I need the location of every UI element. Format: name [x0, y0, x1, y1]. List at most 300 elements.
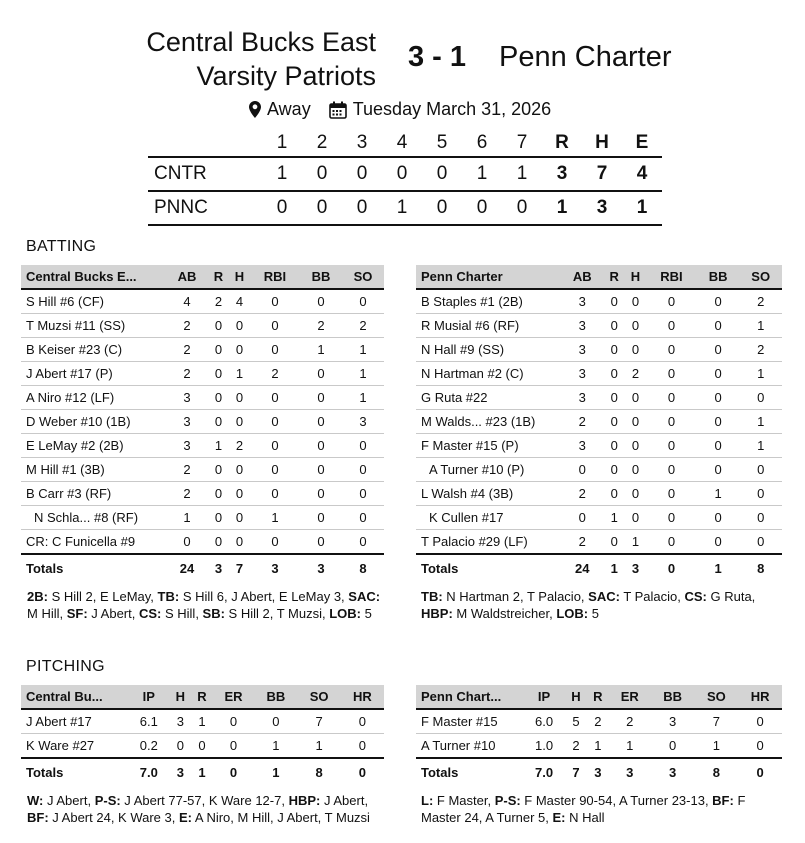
inning-runs: 0	[316, 197, 328, 218]
totals-cell: 8	[298, 758, 341, 785]
stat-cell: 0	[229, 458, 250, 482]
player-name: K Cullen #17	[416, 506, 561, 530]
stat-cell: 7	[298, 709, 341, 734]
line-score-e: 1	[636, 197, 648, 218]
line-score-row	[148, 191, 662, 225]
totals-cell: 0	[213, 758, 255, 785]
stat-cell: 2	[739, 289, 782, 314]
player-name: N Hartman #2 (C)	[416, 362, 561, 386]
stat-cell: 2	[229, 434, 250, 458]
stat-cell: 1	[229, 362, 250, 386]
location-pin-icon	[249, 101, 261, 118]
note-key: E:	[178, 810, 192, 825]
totals-cell: 0	[341, 758, 384, 785]
stat-cell: 0	[250, 410, 300, 434]
pitching-table-away	[416, 685, 782, 785]
stat-cell: 4	[166, 289, 208, 314]
stat-cell: 0	[697, 338, 740, 362]
note-value: S Hill,	[161, 606, 203, 621]
note-value: M Waldstreicher,	[452, 606, 557, 621]
note-value: A Niro, M Hill, J Abert, T Muzsi	[191, 810, 370, 825]
player-row	[416, 458, 782, 482]
player-name: J Abert #17	[21, 709, 128, 734]
stat-cell: 1	[342, 338, 384, 362]
stat-cell: 2	[561, 482, 604, 506]
stat-cell: 0	[208, 482, 229, 506]
stat-cell: 0	[604, 338, 625, 362]
player-row	[21, 410, 384, 434]
stat-cell: 1	[739, 362, 782, 386]
line-score-team: PNNC	[154, 197, 208, 218]
inning-runs: 0	[516, 197, 528, 218]
player-row	[416, 410, 782, 434]
line-score-row	[148, 157, 662, 191]
stat-column-header: IP	[523, 685, 565, 709]
player-row	[416, 362, 782, 386]
player-row	[21, 709, 384, 734]
stat-cell: 0	[208, 458, 229, 482]
stat-cell: 3	[166, 410, 208, 434]
inning-runs: 0	[476, 197, 488, 218]
stat-cell: 3	[561, 289, 604, 314]
totals-row	[416, 758, 782, 785]
stat-cell: 0	[646, 530, 697, 555]
totals-cell: 1	[604, 554, 625, 581]
stat-cell: 0	[300, 386, 342, 410]
player-row	[21, 482, 384, 506]
note-value: S Hill 2, E LeMay,	[47, 589, 158, 604]
stat-cell: 0	[739, 530, 782, 555]
game-location: Away	[267, 99, 311, 119]
stat-cell: 1	[166, 506, 208, 530]
rhe-header: R	[555, 132, 569, 153]
note-value: N Hartman 2, T Palacio,	[442, 589, 589, 604]
note-value: N Hall	[565, 810, 605, 825]
inning-runs: 1	[516, 163, 528, 184]
stat-cell: 0.2	[128, 734, 170, 759]
stat-column-header: HR	[738, 685, 782, 709]
totals-cell: 3	[300, 554, 342, 581]
stat-column-header: R	[191, 685, 213, 709]
inning-runs: 0	[356, 197, 368, 218]
pitching-table-home	[21, 685, 384, 785]
stat-cell: 0	[250, 289, 300, 314]
note-key: SF:	[66, 606, 88, 621]
player-row	[416, 482, 782, 506]
stat-cell: 0	[208, 362, 229, 386]
inning-header: 3	[356, 132, 368, 153]
totals-cell: 3	[625, 554, 646, 581]
stat-cell: 0	[254, 709, 297, 734]
note-value: S Hill 6, J Abert, E LeMay 3,	[179, 589, 349, 604]
stat-column-header: BB	[300, 265, 342, 289]
stat-cell: 1	[697, 482, 740, 506]
stat-cell: 0	[342, 482, 384, 506]
stat-cell: 0	[561, 458, 604, 482]
batting-notes-away	[421, 588, 776, 622]
home-team-name	[146, 25, 376, 93]
stat-cell: 0	[646, 506, 697, 530]
stat-cell: 0	[250, 434, 300, 458]
stat-cell: 2	[565, 734, 587, 759]
stat-cell: 1	[694, 734, 738, 759]
totals-cell: 8	[694, 758, 738, 785]
player-row	[416, 289, 782, 314]
note-value: J Abert 77-57, K Ware 12-7,	[120, 793, 289, 808]
stat-column-header: RBI	[250, 265, 300, 289]
player-name: N Schla... #8 (RF)	[21, 506, 166, 530]
inning-header: 5	[436, 132, 448, 153]
stat-cell: 0	[250, 458, 300, 482]
final-score: 3 - 1	[408, 41, 467, 73]
stat-cell: 0	[561, 506, 604, 530]
player-name: L Walsh #4 (3B)	[416, 482, 561, 506]
stat-cell: 0	[625, 434, 646, 458]
inning-runs: 0	[316, 163, 328, 184]
rhe-header: E	[635, 132, 649, 153]
stat-cell: 3	[561, 362, 604, 386]
stat-cell: 0	[604, 362, 625, 386]
line-score-r: 3	[556, 163, 568, 184]
player-row	[21, 458, 384, 482]
totals-cell: 3	[651, 758, 695, 785]
stat-cell: 0	[300, 434, 342, 458]
stat-cell: 0	[625, 314, 646, 338]
totals-cell: 7	[229, 554, 250, 581]
stat-cell: 0	[697, 530, 740, 555]
stat-column-header: H	[170, 685, 192, 709]
stat-cell: 0	[604, 386, 625, 410]
home-team-line2: Varsity Patriots	[196, 61, 376, 91]
inning-runs: 0	[436, 197, 448, 218]
note-value: F Master 24, A Turner 5,	[421, 793, 746, 825]
player-name: M Hill #1 (3B)	[21, 458, 166, 482]
stat-cell: 0	[739, 506, 782, 530]
pitching-notes-away	[421, 792, 776, 826]
note-key: SAC:	[588, 589, 620, 604]
stat-cell: 0	[342, 434, 384, 458]
stat-column-header: ER	[213, 685, 255, 709]
stat-cell: 1	[739, 314, 782, 338]
stat-cell: 0	[646, 410, 697, 434]
player-name: T Palacio #29 (LF)	[416, 530, 561, 555]
inning-header: 7	[516, 132, 528, 153]
stat-cell: 2	[609, 709, 651, 734]
stat-cell: 2	[250, 362, 300, 386]
note-key: HBP:	[288, 793, 321, 808]
stat-cell: 0	[208, 506, 229, 530]
game-date: Tuesday March 31, 2026	[352, 99, 552, 119]
stat-cell: 2	[739, 338, 782, 362]
stat-cell: 2	[166, 458, 208, 482]
stat-column-header: BB	[697, 265, 740, 289]
stat-cell: 0	[697, 314, 740, 338]
stat-cell: 0	[625, 289, 646, 314]
stat-cell: 1.0	[523, 734, 565, 759]
team-column-header: Penn Chart...	[416, 685, 523, 709]
player-name: T Muzsi #11 (SS)	[21, 314, 166, 338]
pitching-section-title: PITCHING	[26, 658, 105, 675]
stat-cell: 0	[625, 410, 646, 434]
stat-cell: 5	[565, 709, 587, 734]
note-key: SB:	[202, 606, 225, 621]
stat-cell: 2	[166, 338, 208, 362]
player-name: E LeMay #2 (2B)	[21, 434, 166, 458]
inning-runs: 0	[356, 163, 368, 184]
stat-column-header: SO	[739, 265, 782, 289]
player-row	[21, 314, 384, 338]
totals-label: Totals	[21, 758, 128, 785]
rhe-header: H	[595, 132, 609, 153]
home-team-line1: Central Bucks East	[146, 27, 376, 57]
stat-column-header: ER	[609, 685, 651, 709]
stat-cell: 0	[697, 434, 740, 458]
note-value: 5	[361, 606, 372, 621]
stat-cell: 1	[342, 362, 384, 386]
stat-column-header: SO	[694, 685, 738, 709]
batting-table-away	[416, 265, 782, 581]
note-value: F Master,	[433, 793, 495, 808]
stat-cell: 2	[208, 289, 229, 314]
note-value: G Ruta,	[706, 589, 756, 604]
team-column-header: Penn Charter	[416, 265, 561, 289]
stat-cell: 0	[229, 410, 250, 434]
inning-runs: 1	[476, 163, 488, 184]
totals-cell: 24	[561, 554, 604, 581]
stat-cell: 0	[697, 386, 740, 410]
totals-label: Totals	[416, 758, 523, 785]
player-name: A Turner #10	[416, 734, 523, 759]
stat-cell: 0	[170, 734, 192, 759]
totals-cell: 3	[250, 554, 300, 581]
line-score-team: CNTR	[154, 163, 207, 184]
note-value: S Hill 2, T Muzsi,	[224, 606, 330, 621]
totals-cell: 7.0	[128, 758, 170, 785]
stat-cell: 0	[697, 289, 740, 314]
stat-cell: 3	[561, 314, 604, 338]
stat-cell: 0	[739, 482, 782, 506]
totals-row	[21, 554, 384, 581]
stat-cell: 3	[166, 434, 208, 458]
stat-column-header: H	[229, 265, 250, 289]
player-name: B Staples #1 (2B)	[416, 289, 561, 314]
stat-cell: 1	[300, 338, 342, 362]
inning-runs: 1	[276, 163, 288, 184]
stat-column-header: HR	[341, 685, 384, 709]
stat-cell: 4	[229, 289, 250, 314]
stat-cell: 0	[229, 506, 250, 530]
stat-cell: 0	[646, 482, 697, 506]
totals-cell: 3	[609, 758, 651, 785]
player-row	[416, 386, 782, 410]
batting-notes-home	[27, 588, 382, 622]
stat-cell: 0	[604, 410, 625, 434]
totals-cell: 1	[697, 554, 740, 581]
stat-cell: 0	[697, 410, 740, 434]
note-key: BF:	[712, 793, 734, 808]
player-name: F Master #15	[416, 709, 523, 734]
stat-cell: 0	[625, 458, 646, 482]
stat-column-header: H	[565, 685, 587, 709]
stat-cell: 0	[604, 314, 625, 338]
stat-cell: 0	[208, 314, 229, 338]
stat-cell: 0	[213, 734, 255, 759]
stat-cell: 3	[561, 338, 604, 362]
inning-runs: 1	[396, 197, 408, 218]
player-row	[416, 709, 782, 734]
inning-header: 2	[316, 132, 328, 153]
totals-row	[416, 554, 782, 581]
stat-cell: 7	[694, 709, 738, 734]
stat-cell: 0	[250, 338, 300, 362]
stat-cell: 0	[604, 458, 625, 482]
stat-cell: 1	[609, 734, 651, 759]
player-name: D Weber #10 (1B)	[21, 410, 166, 434]
player-name: N Hall #9 (SS)	[416, 338, 561, 362]
stat-cell: 0	[300, 530, 342, 555]
stat-cell: 0	[208, 386, 229, 410]
note-key: P-S:	[94, 793, 121, 808]
batting-table-home	[21, 265, 384, 581]
stat-cell: 2	[300, 314, 342, 338]
stat-cell: 0	[625, 506, 646, 530]
stat-cell: 0	[604, 482, 625, 506]
line-score-e: 4	[636, 163, 648, 184]
team-column-header: Central Bucks E...	[21, 265, 166, 289]
player-name: J Abert #17 (P)	[21, 362, 166, 386]
stat-column-header: H	[625, 265, 646, 289]
stat-cell: 6.0	[523, 709, 565, 734]
inning-header: 4	[396, 132, 408, 153]
stat-cell: 1	[604, 506, 625, 530]
stat-cell: 0	[208, 410, 229, 434]
stat-cell: 0	[341, 734, 384, 759]
stat-cell: 0	[646, 434, 697, 458]
stat-cell: 0	[250, 530, 300, 555]
stat-cell: 0	[625, 482, 646, 506]
totals-cell: 1	[191, 758, 213, 785]
note-value: F Master 90-54, A Turner 23-13,	[520, 793, 713, 808]
stat-cell: 1	[342, 386, 384, 410]
calendar-icon	[329, 101, 347, 119]
stat-cell: 0	[604, 434, 625, 458]
player-name: B Keiser #23 (C)	[21, 338, 166, 362]
stat-cell: 0	[604, 289, 625, 314]
player-name: A Niro #12 (LF)	[21, 386, 166, 410]
inning-runs: 0	[276, 197, 288, 218]
stat-cell: 0	[342, 506, 384, 530]
totals-cell: 3	[208, 554, 229, 581]
stat-cell: 1	[298, 734, 341, 759]
game-meta	[249, 99, 551, 120]
player-name: M Walds... #23 (1B)	[416, 410, 561, 434]
stat-cell: 0	[213, 709, 255, 734]
stat-cell: 0	[229, 482, 250, 506]
stat-cell: 2	[561, 410, 604, 434]
totals-cell: 8	[739, 554, 782, 581]
stat-cell: 0	[625, 386, 646, 410]
stat-cell: 0	[697, 362, 740, 386]
player-name: B Carr #3 (RF)	[21, 482, 166, 506]
note-key: LOB:	[329, 606, 361, 621]
stat-cell: 1	[739, 410, 782, 434]
stat-cell: 0	[250, 386, 300, 410]
stat-column-header: R	[587, 685, 609, 709]
player-name: S Hill #6 (CF)	[21, 289, 166, 314]
player-row	[416, 314, 782, 338]
totals-label: Totals	[21, 554, 166, 581]
inning-header: 1	[276, 132, 288, 153]
note-key: W:	[27, 793, 44, 808]
player-row	[21, 362, 384, 386]
totals-cell: 24	[166, 554, 208, 581]
stat-cell: 0	[229, 338, 250, 362]
stat-cell: 0	[341, 709, 384, 734]
stat-cell: 0	[646, 458, 697, 482]
totals-cell: 7.0	[523, 758, 565, 785]
totals-cell: 8	[342, 554, 384, 581]
stat-cell: 0	[697, 458, 740, 482]
note-key: P-S:	[494, 793, 521, 808]
note-value: J Abert,	[43, 793, 95, 808]
stat-cell: 0	[229, 314, 250, 338]
line-score-corner	[148, 130, 262, 157]
player-row	[21, 434, 384, 458]
stat-cell: 3	[170, 709, 192, 734]
pitching-notes-home	[27, 792, 382, 826]
stat-cell: 1	[587, 734, 609, 759]
note-value: M Hill,	[27, 606, 67, 621]
stat-cell: 1	[254, 734, 297, 759]
line-score-table	[148, 130, 662, 226]
player-name: K Ware #27	[21, 734, 128, 759]
stat-cell: 2	[625, 362, 646, 386]
inning-runs: 0	[396, 163, 408, 184]
inning-header: 6	[476, 132, 488, 153]
stat-cell: 0	[250, 482, 300, 506]
stat-cell: 0	[651, 734, 695, 759]
totals-cell: 3	[170, 758, 192, 785]
note-key: BF:	[27, 810, 49, 825]
stat-column-header: AB	[166, 265, 208, 289]
totals-label: Totals	[416, 554, 561, 581]
stat-column-header: R	[208, 265, 229, 289]
stat-cell: 6.1	[128, 709, 170, 734]
note-value: T Palacio,	[619, 589, 685, 604]
stat-cell: 0	[625, 338, 646, 362]
stat-cell: 0	[738, 709, 782, 734]
player-row	[21, 289, 384, 314]
note-key: LOB:	[556, 606, 589, 621]
note-key: E:	[552, 810, 566, 825]
stat-cell: 0	[739, 386, 782, 410]
stat-cell: 2	[561, 530, 604, 555]
stat-cell: 1	[208, 434, 229, 458]
player-name: CR: C Funicella #9	[21, 530, 166, 555]
note-value: J Abert,	[87, 606, 139, 621]
stat-cell: 0	[166, 530, 208, 555]
player-name: A Turner #10 (P)	[416, 458, 561, 482]
stat-cell: 2	[342, 314, 384, 338]
note-value: 5	[588, 606, 599, 621]
stat-cell: 0	[646, 386, 697, 410]
player-name: G Ruta #22	[416, 386, 561, 410]
stat-cell: 2	[166, 314, 208, 338]
player-row	[416, 530, 782, 555]
note-key: TB:	[157, 589, 180, 604]
stat-cell: 0	[738, 734, 782, 759]
stat-cell: 3	[651, 709, 695, 734]
